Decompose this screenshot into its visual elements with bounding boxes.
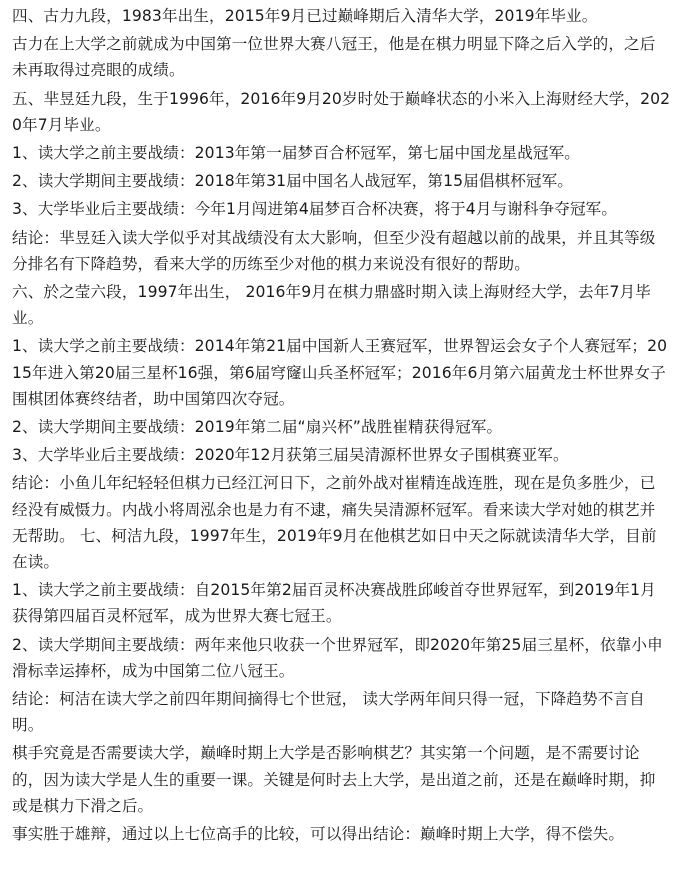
paragraph-yu-during: 2、读大学期间主要战绩：2019年第二届“扇兴杯”战胜崔精获得冠军。 xyxy=(12,418,503,437)
paragraph-mi-during: 2、读大学期间主要战绩：2018年第31届中国名人战冠军，第15届倡棋杯冠军。 xyxy=(12,172,574,191)
paragraph-gu-li: 四、古力九段，1983年出生，2015年9月已过巅峰期后入清华大学，2019年毕业。 xyxy=(12,7,598,25)
paragraph-yu-before: 1、读大学之前主要战绩：2014年第21届中国新人王赛冠军，世界智运会女子个人赛冠军；2015年进入第20届三星杯16强，第6届穹窿山兵圣杯冠军；2016年6月第六届黄龙士杯世界女子围棋团体赛终结者，助中国第四次夺冠。 xyxy=(12,337,668,408)
paragraph-mi-conclusion: 结论：芈昱廷入读大学似乎对其战绩没有太大影响，但至少没有超越以前的战果，并且其等级分排名有下降趋势，看来大学的历练至少对他的棋力来说没有很好的帮助。 xyxy=(12,228,656,273)
paragraph-ke-before: 1、读大学之前主要战绩：自2015年第2届百灵杯决赛战胜邱峻首夺世界冠军，到2019年1月获得第四届百灵杯冠军，成为世界大赛七冠王。 xyxy=(12,581,656,626)
paragraph-yu-conclusion: 结论：小鱼儿年纪轻轻但棋力已经江河日下，之前外战对崔精连战连胜，现在是负多胜少，已经没有威慑力。内战小将周泓余也是力有不逮，痛失吴清源杯冠军。看来读大学对她的棋艺并无帮助。 七、柯洁九段，1997年生，2019年9月在他棋艺如日中天之际就读清华大学，目前在读。 xyxy=(12,474,657,572)
paragraph-mi-after: 3、大学毕业后主要战绩：今年1月闯进第4届梦百合杯决赛，将于4月与谢科争夺冠军。 xyxy=(12,200,618,219)
paragraph-mi-yuting: 五、芈昱廷九段，生于1996年，2016年9月20岁时处于巅峰状态的小米入上海财经大学，2020年7月毕业。 xyxy=(12,89,671,134)
paragraph-ke-during: 2、读大学期间主要战绩：两年来他只收获一个世界冠军，即2020年第25届三星杯，依靠小申滑标幸运捧杯，成为中国第二位八冠王。 xyxy=(12,635,663,680)
paragraph-mi-before: 1、读大学之前主要战绩：2013年第一届梦百合杯冠军，第七届中国龙星战冠军。 xyxy=(12,144,580,163)
paragraph-final-conclusion: 事实胜于雄辩，通过以上七位高手的比较，可以得出结论：巅峰时期上大学，得不偿失。 xyxy=(12,825,625,844)
paragraph-yu-zhiying: 六、於之莹六段，1997年出生， 2016年9月在棋力鼎盛时期入读上海财经大学，去年7月毕业。 xyxy=(12,283,651,328)
paragraph-discussion: 棋手究竟是否需要读大学，巅峰时期上大学是否影响棋艺？其实第一个问题，是不需要讨论的，因为读大学是人生的重要一课。关键是何时去上大学，是出道之前，还是在巅峰时期，抑或是棋力下滑之后。 xyxy=(12,744,656,815)
paragraph-yu-after: 3、大学毕业后主要战绩：2020年12月获第三届吴清源杯世界女子围棋赛亚军。 xyxy=(12,446,569,465)
paragraph-ke-conclusion: 结论：柯洁在读大学之前四年期间摘得七个世冠， 读大学两年间只得一冠，下降趋势不言自明。 xyxy=(12,690,645,735)
paragraph-gu-li-summary: 古力在上大学之前就成为中国第一位世界大赛八冠王，他是在棋力明显下降之后入学的，之后未再取得过亮眼的成绩。 xyxy=(12,35,656,80)
